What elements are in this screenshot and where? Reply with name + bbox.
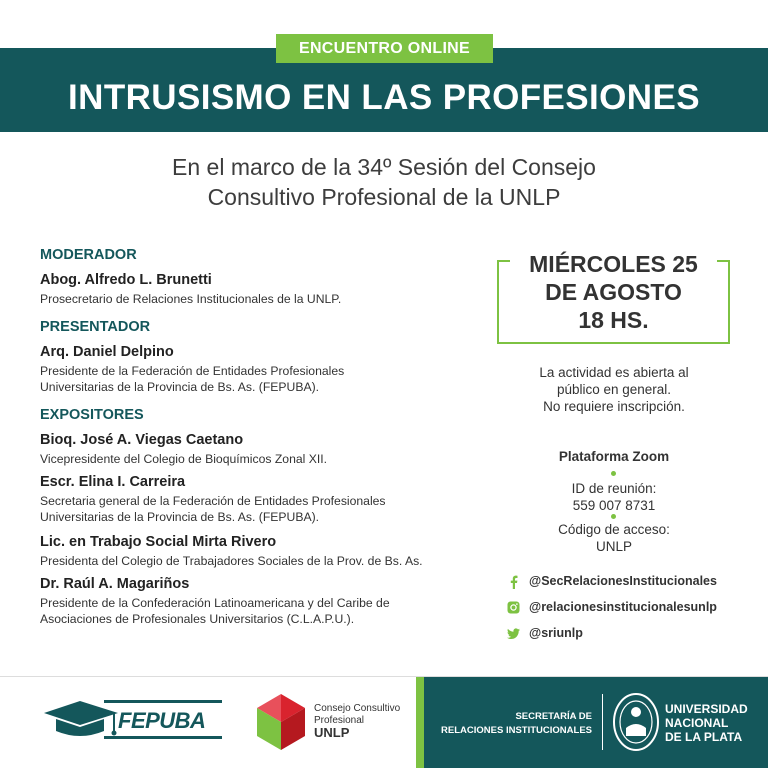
footer-vertical-divider — [602, 694, 603, 750]
facebook-icon — [507, 575, 520, 588]
access-code-label: Código de acceso: — [558, 522, 670, 537]
expositor-name: Bioq. José A. Viegas Caetano — [40, 432, 244, 448]
subtitle-line-2: Consultivo Profesional de la UNLP — [207, 184, 561, 210]
unlp-line-3: DE LA PLATA — [665, 730, 743, 744]
instagram-handle[interactable]: @relacionesinstitucionalesunlp — [529, 600, 717, 614]
meeting-id-label: ID de reunión: — [571, 481, 657, 496]
ccp-line-1: Consejo Consultivo — [314, 703, 401, 714]
date-time: 18 HS. — [578, 307, 649, 333]
presentador-heading: PRESENTADOR — [40, 319, 151, 335]
open-note-line-1: La actividad es abierta al — [539, 365, 689, 380]
event-date — [497, 250, 730, 334]
subtitle-line-1: En el marco de la 34º Sesión del Consejo — [172, 154, 596, 180]
date-day: MIÉRCOLES 25 — [529, 251, 698, 277]
expositor-name: Dr. Raúl A. Magariños — [40, 576, 190, 592]
page-title: INTRUSISMO EN LAS PROFESIONES — [68, 78, 700, 117]
fepuba-wordmark: FEPUBA — [118, 708, 206, 733]
fepuba-rule — [104, 736, 222, 739]
instagram-icon — [507, 601, 520, 614]
separator-dot — [611, 471, 616, 476]
meeting-id-value[interactable]: 559 007 8731 — [572, 498, 656, 513]
twitter-icon — [507, 627, 520, 640]
access-code — [500, 521, 728, 555]
unlp-line-2: NACIONAL — [665, 716, 729, 730]
secretaria-line-2: RELACIONES INSTITUCIONALES — [441, 725, 592, 736]
expositor-name: Escr. Elina I. Carreira — [40, 474, 186, 490]
presentador-name: Arq. Daniel Delpino — [40, 344, 174, 360]
separator-dot — [611, 514, 616, 519]
consejo-consultivo-text — [314, 703, 400, 739]
expositor-role-line-1: Presidente de la Confederación Latinoamericana y del Caribe de — [40, 596, 390, 610]
moderador-heading: MODERADOR — [40, 247, 137, 263]
expositores-heading: EXPOSITORES — [40, 407, 144, 423]
meeting-id — [500, 480, 728, 514]
event-type-badge: ENCUENTRO ONLINE — [276, 34, 493, 63]
unlp-name — [665, 702, 748, 744]
presentador-role — [40, 363, 480, 395]
expositor-role — [40, 595, 480, 627]
ccp-line-3: UNLP — [314, 725, 350, 740]
ccp-line-2: Profesional — [314, 715, 365, 726]
secretaria-line-1: SECRETARÍA DE — [515, 711, 592, 722]
date-month: DE AGOSTO — [545, 279, 682, 305]
open-activity-note — [500, 364, 728, 415]
expositor-name: Lic. en Trabajo Social Mirta Rivero — [40, 534, 277, 550]
expositor-role — [40, 493, 480, 525]
twitter-handle[interactable]: @sriunlp — [529, 626, 583, 640]
unlp-line-1: UNIVERSIDAD — [665, 702, 748, 716]
hexagon-cube-icon — [255, 692, 307, 752]
fepuba-logo — [40, 697, 120, 748]
presentador-role-line-1: Presidente de la Federación de Entidades Profesionales — [40, 364, 345, 378]
expositor-role-line-2: Asociaciones de Profesionales Universitarios (C.L.A.P.U.). — [40, 612, 355, 626]
moderador-role: Prosecretario de Relaciones Institucionales de la UNLP. — [40, 292, 342, 306]
subtitle — [100, 152, 668, 212]
secretaria-label — [432, 710, 592, 738]
access-code-value[interactable]: UNLP — [595, 539, 632, 554]
expositor-role-line-1: Secretaria general de la Federación de Entidades Profesionales — [40, 494, 386, 508]
fepuba-rule — [104, 700, 222, 703]
unlp-seal — [612, 692, 660, 757]
consejo-consultivo-logo — [255, 692, 307, 757]
open-note-line-3: No requiere inscripción. — [543, 399, 685, 414]
open-note-line-2: público en general. — [556, 382, 672, 397]
facebook-handle[interactable]: @SecRelacionesInstitucionales — [529, 574, 717, 588]
expositor-role: Presidenta del Colegio de Trabajadores Sociales de la Prov. de Bs. As. — [40, 554, 423, 568]
expositor-role: Vicepresidente del Colegio de Bioquímicos Zonal XII. — [40, 452, 328, 466]
university-seal-icon — [612, 692, 660, 752]
platform-label: Plataforma Zoom — [558, 449, 670, 464]
footer-accent-bar — [416, 677, 424, 768]
expositor-role-line-2: Universitarias de la Provincia de Bs. As. (FEPUBA). — [40, 510, 320, 524]
moderador-name: Abog. Alfredo L. Brunetti — [40, 272, 212, 288]
presentador-role-line-2: Universitarias de la Provincia de Bs. As. (FEPUBA). — [40, 380, 320, 394]
